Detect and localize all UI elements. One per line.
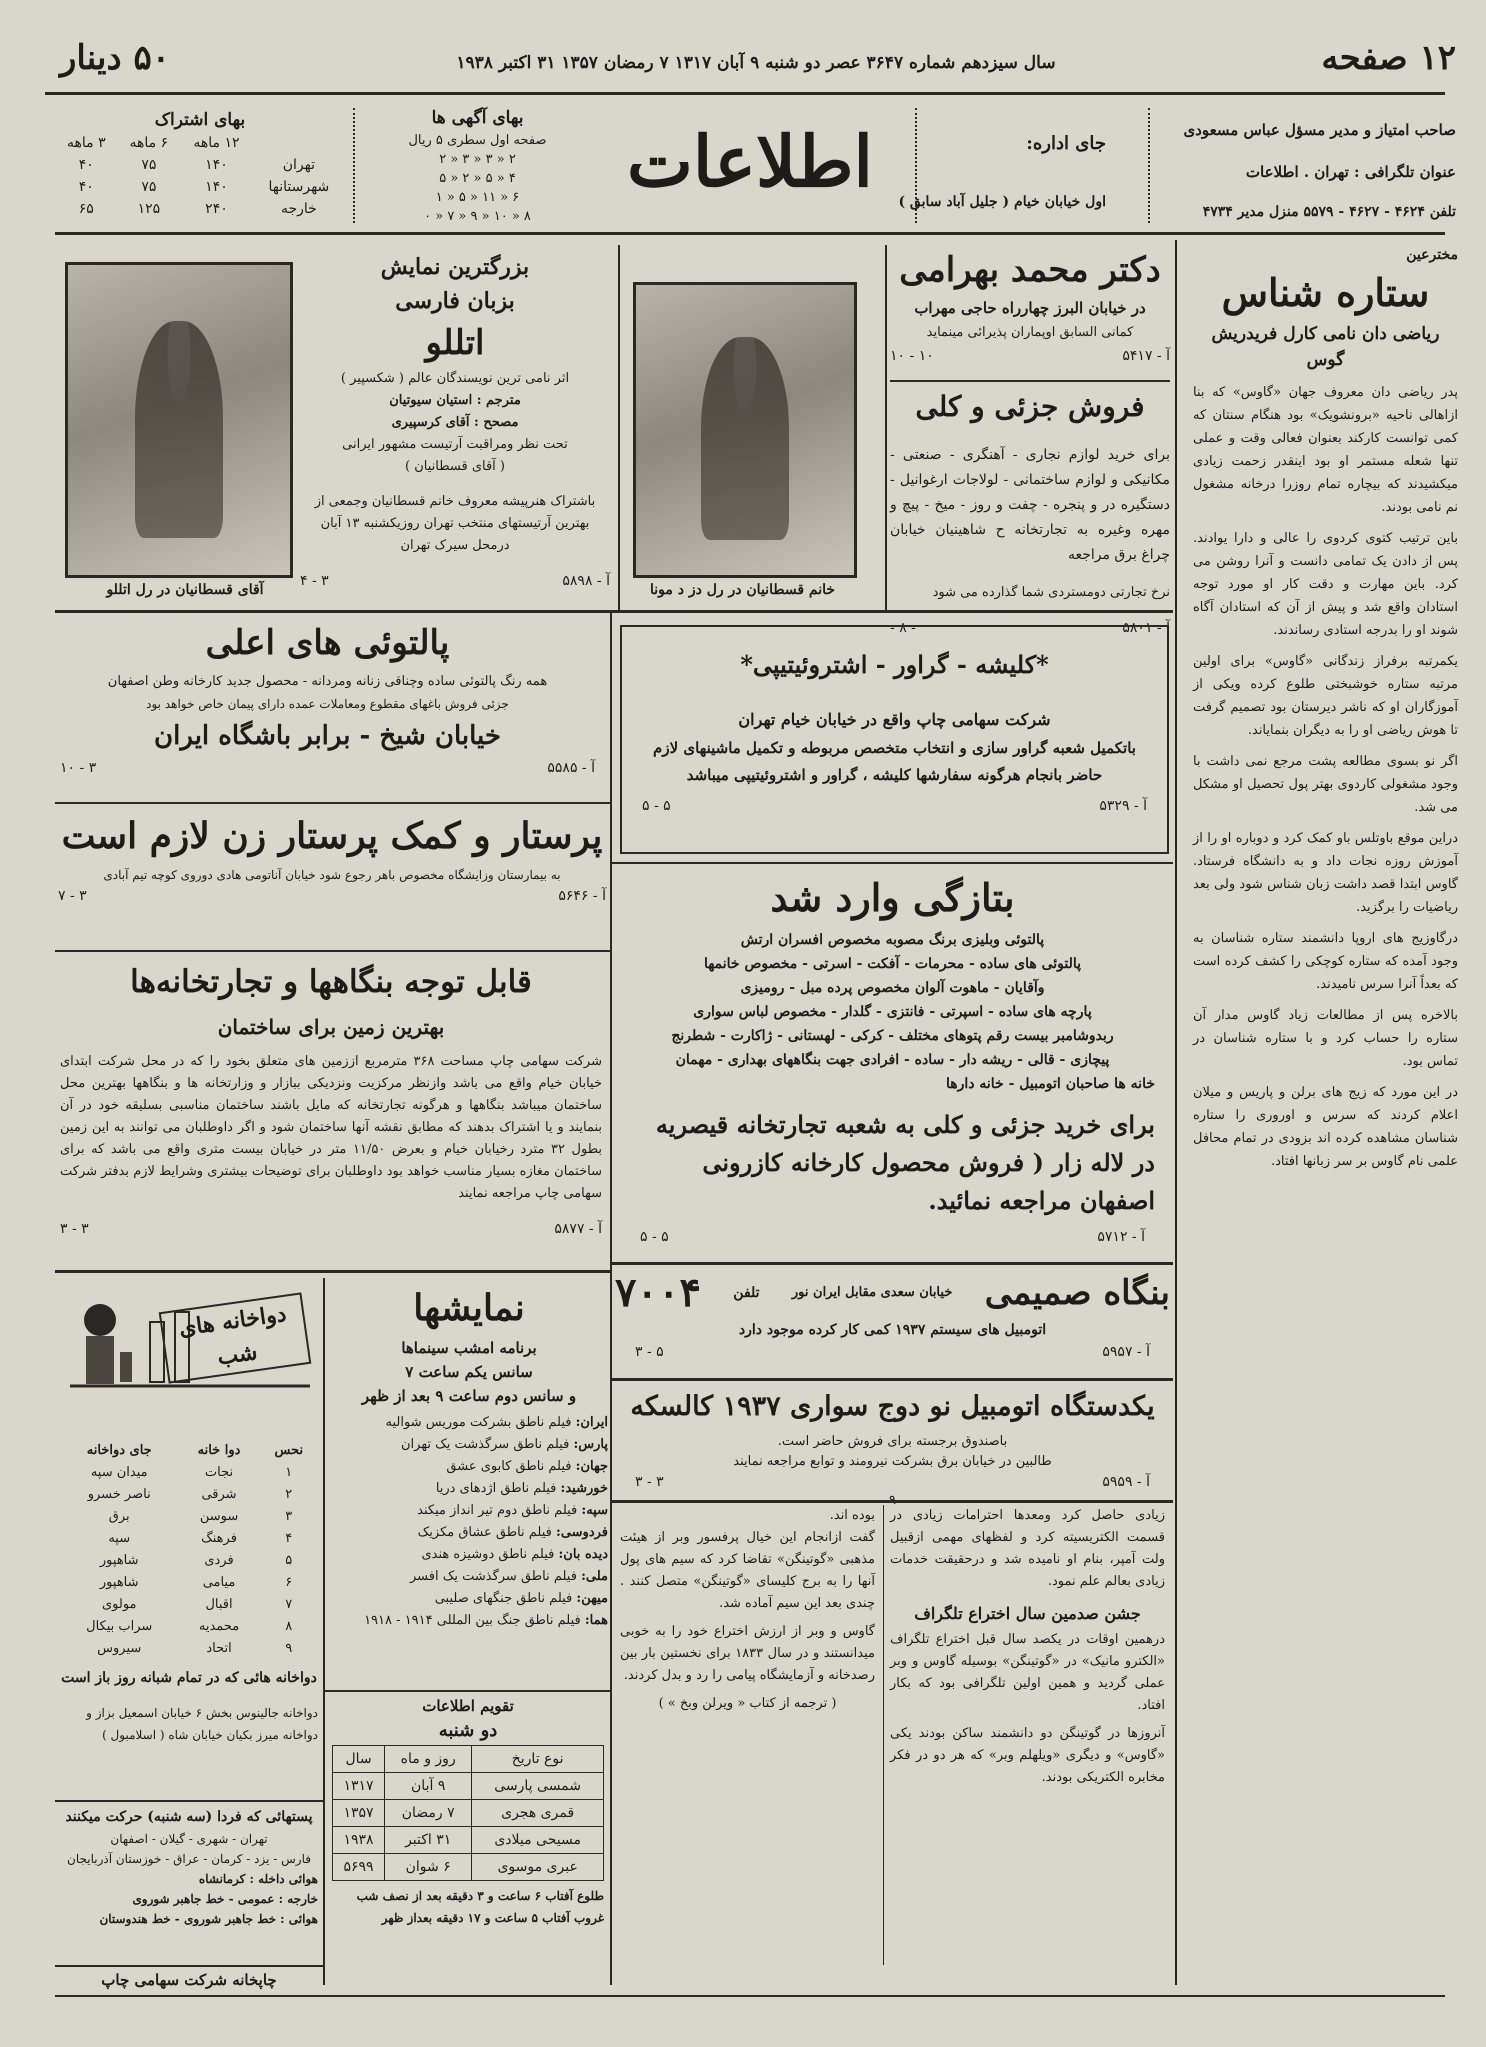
owner: صاحب امتیاز و مدیر مسؤل عباس مسعودی <box>1183 121 1456 139</box>
mail-schedule: پستهائی که فردا (سه شنبه) حرکت میکنند تهران - شهری - گیلان - اصفهان فارس - یزد - کرمان - عراق - خوزستان آذربایجان هوائی داخله : کرمانشاه خارجه : عمومی - خط جاهبر شوروی هوائی : خط جاهبر شوروی - خط هندوستان <box>65 1809 318 1926</box>
ad-samimi-agency: بنگاه صمیمی خیابان سعدی مقابل ایران نور تلفن ۷۰۰۴ اتومبیل های سیستم ۱۹۳۷ کمی کار کرده موجود دارد آ - ۵۹۵۷ ۵ - ۳ <box>615 1269 1170 1360</box>
telegraph-article: زیادی حاصل کرد ومعدها احترامات زیادی در قسمت الکتریسیته کرد و لفظهای مهمی ازقبیل ولت آمپر، بنام او نامیده شد و درحقیقت خدمات زیادی بعالم علم نمود. جشن صدمین سال اختراع تلگراف درهمین اوقات در یکصد سال قبل اختراع تلگراف «الکترو مانیک» در «گوتینگن» بوسیله گاوس و وبر عملی گردید و همین اولین تلگرافی بود که بکار افتاد. آنروزها در گوتینگن دو دانشمند ساکن بودند یکی «گاوس» و دیگری «ویلهلم وبر» که هر دو در فکر مخابره الکتریکی بودند. بوده اند. گفت ازانجام این خیال پرفسور وبر از هیئت مذهبی «گوتینگن» تقاضا کرد که سیم های پول آنها را به برج کلیسای «گوتینگن» متصل کنند . چندی بعد این سیم آماده شد. گاوس و وبر از ارزش اختراع خود را به خوبی میدانستند و در سال ۱۸۳۳ برای نخستین بار بین رصدخانه و آزمایشگاه پیامی را رد و بدل کردند. ( ترجمه از کتاب « ویرلن وبخ » ) <box>620 1505 1165 1975</box>
page-number: ۱۲ صفحه <box>1321 38 1456 78</box>
photo-actor-caption: آقای قسطانیان در رل اتللو <box>106 582 264 598</box>
subscription-rates: بهای اشتراک ۱۲ ماهه ۶ ماهه ۳ ماهه تهران ۱۴۰ ۷۵ ۴۰ شهرستانها ۱۴۰ ۷۵ ۴۰ خارجه ۲۴۰ ۱۲۵ ۶۵ <box>66 110 330 217</box>
ad-rates: بهای آگهی ها صفحه اول سطری ۵ ریال ۲ « ۳ « ۳ « ۲ ۴ « ۵ « ۲ « ۵ ۶ « ۱۱ « ۵ « ۱ ۸ « ۱۰ « ۹ « ۷ « ۰ <box>408 108 547 224</box>
pharmacist-logo: دواخانه های شب <box>60 1282 315 1417</box>
telegraph-address: عنوان تلگرافی : تهران . اطلاعات <box>1245 163 1456 181</box>
article-subtitle: ریاضی دان نامی کارل فریدریش گوس <box>1211 324 1440 370</box>
ad-coats: پالتوئی های اعلی همه رنگ پالتوئی ساده وچناقی زنانه ومردانه - محصول جدید کارخانه وطن اصفهان جزئی فروش باغهای مقطوع ومعاملات عمده دارای پیمان خاص خواهد بود خیابان شیخ - برابر باشگاه ایران آ - ۵۵۸۵ ۳ - ۱۰ <box>60 623 595 776</box>
photo-actress <box>633 282 857 578</box>
ad-retail: فروش جزئی و کلی برای خرید لوازم نجاری - آهنگری - صنعتی - مکانیکی و لوازم ساختمانی - لولاجات ارغوانیل - دستگیره در و پنجره - چفت و روز - میخ - پیچ و مهره وغیره به تجارتخانه ح شاهینیان خیابان چراغ برق مراجعه نرخ تجارتی دومستردی شما گذارده می شود آ - ۵۸۰۱ - ۸ - <box>890 390 1170 636</box>
pharmacies-table: نحس دوا خانه جای دواخانه ۱ نجات میدان سپه ۲ شرقی ناصر خسرو ۳ سوسن برق ۴ فرهنگ سپه ۵ فردی شاهپور ۶ میامی شاهپور ۷ اقبال مولوی ۸ محمدیه سراب بیکال ۹ اتحاد سیروس دواخانه هائی که در تمام شبانه روز باز است دواخانه جالینوس بخش ۶ خیابان اسمعیل بزاز و دواخانه میرز بکیان خیابان شاه ( اسلامبول ) <box>61 1443 318 1742</box>
ad-doctor-bahrami: دکتر محمد بهرامی در خیابان البرز چهارراه حاجی مهراب کمانی السابق اوپماران پذیرائی مینماید آ - ۵۴۱۷ ۱۰ - ۱۰ <box>890 250 1170 364</box>
article-title: ستاره شناس <box>1221 270 1430 315</box>
newspaper-logo: اطلاعات <box>627 120 873 203</box>
printer-credit: چاپخانه شرکت سهامی چاپ <box>101 1971 277 1989</box>
photo-actress-caption: خانم قسطانیان در رل دز د مونا <box>649 582 836 598</box>
price: ۵۰ دینار <box>60 38 171 78</box>
calendar: تقویم اطلاعات دو شنبه نوع تاریخ روز و ماه سال شمسی پارسی ۹ آبان ۱۳۱۷ قمری هجری ۷ رمضان ۱۳۵۷ مسیحی میلادی ۳۱ اکتبر ۱۹۳۸ عبری موسوی ۶ شوان ۵۶۹۹ طلوع آفتاب ۶ ساعت و ۳ دقیقه بعد از نصف شب غروب آفتاب ۵ ساعت و ۱۷ دقیقه بعداز ظهر <box>332 1695 604 1929</box>
ad-cliche: *کلیشه - گراور - اشتروئیتیپی* شرکت سهامی چاپ واقع در خیابان خیام تهران باتکمیل شعبه گراور سازی و انتخاب متخصص مربوطه و تکمیل ماشینهای لازم حاضر بانجام هرگونه سفارشها کلیشه ، گراور و اشتروئیتیپی میباشد آ - ۵۳۲۹ ۵ - ۵ <box>620 625 1169 854</box>
office-address: اول خیابان خیام ( جلیل آباد سابق ) <box>898 194 1106 210</box>
issue-line: سال سیزدهم شماره ۳۶۴۷ عصر دو شنبه ۹ آبان ۱۳۱۷ ۷ رمضان ۱۳۵۷ ۳۱ اکتبر ۱۹۳۸ <box>456 53 1056 73</box>
ad-new-arrivals: بتازگی وارد شد پالتوئی وبلیزی برنگ مصوبه مخصوص افسران ارتش پالتوئی های ساده - محرمات - آفکت - اسرتی - مخصوص خانمها وآقایان - ماهوت آلوان مخصوص پرده مبل - رومیزی پارچه های ساده - اسپرتی - فانتزی - گلدار - مخصوص لباس سواری ربدوشامبر بیست رقم پتوهای مختلف - کرکی - لهستانی - ژاکارت - شطرنج پیچازی - قالی - ریشه دار - ساده - افرادی جهت بنگاههای بهداری - مهمان خانه ها صاحبان اتومبیل - خانه دارها برای خرید جزئی و کلی به شعبه تجارتخانه قیصریه در لاله زار ( فروش محصول کارخانه کازرونی اصفهان مراجعه نمائید. آ - ۵۷۱۲ ۵ - ۵ <box>640 875 1155 1245</box>
ad-nurse: پرستار و کمک پرستار زن لازم است به بیمارستان وزایشگاه مخصوص باهر رجوع شود خیابان آناتومی هادی دوروی کوچه تیم آبادی آ - ۵۶۴۶ ۳ - ۷ <box>58 815 606 904</box>
ad-car-sale: یکدستگاه اتومبیل نو دوج سواری ۱۹۳۷ کالسکه باصندوق برجسته برای فروش حاضر است. طالبین در خیابان برق بشرکت نیرومند و توابع مراجعه نمایند آ - ۵۹۵۹ ۳ - ۳ <box>630 1391 1155 1490</box>
kicker: مخترعین <box>1406 247 1458 263</box>
gauss-article: مخترعین ستاره شناس ریاضی دان نامی کارل فریدریش گوس پدر ریاضی دان معروف جهان «گاوس» که بنا ازاهالی ناحیه «برونشویک» بود هنگام سنتان که کمی توانست کارکند بعنوان فعالی وقت و عملی تنها شعله مستمر او بود اینقدر زحمت زیادی میکشیدند که بیچاره تمام روزرا درخانه مشغول نم نامی بودند. باین ترتیب کتوی کردوی را عالی و دارا یوادند. پس از دادن یک تمامی دانست و آنرا روشن می کرد. باین مهارت و دقت کار او مورد توجه استادان واقع شد و پیش از آن که استادان آگاه شوند او را بدرجه استادی رساندند. یکمرتبه برفراز زندگانی «گاوس» برای اولین مرتبه ستاره خوشبختی طلوع کرده ویکی از آموزگاران او که ناشر دیرستان بود تصمیم گرفت تا هوش ریاضی او را به دیگران بنمایاند. اگر نو بسوی مطالعه پشت مرجع نمی داشت با وجود مشغولی کاردوی بهتر پول تحصیل او مشکل می شد. دراین موقع باوتلس باو کمک کرد و دوباره او را از آموزش روزه نجات داد و به دانشگاه فرستاد. گاوس ابتدا قصد داشت زبان شناس شود ولی بعد ریاضیات را برگزید. درگاوزیج های اروپا دانشمند ستاره شناسان به وجود آمده که ستاره کوچکی را کشف کرده است که بعداً آنرا سرس نامیدند. بالاخره پس از مطالعات زیاد گاوس مدار آن ستاره را حساب کرد و با ستاره شناسان در تماس بود. در این مورد که زیج های برلن و پاریس و میلان اعلام کردند که سرس و اوروری را ستاره شناسان مشاهده کرده اند بزودی در تمام محافل علمی نام گاوس بر سر زبانها افتاد. <box>1193 247 1458 1169</box>
ad-othello: بزرگترین نمایش بزبان فارسی اتللو اثر نامی ترین نویسندگان عالم ( شکسپیر ) مترجم : استیان سیوتیان مصحح : آقای کرسپیری تحت نظر ومراقبت آرتیست مشهور ایرانی ( آقای قسطانیان ) باشتراک هنرپیشه معروف خانم قسطانیان وجمعی از بهترین آرتیستهای منتخب تهران روزیکشنبه ۱۳ آبان درمحل سیرک تهران آ - ۵۸۹۸ ۳ - ۴ <box>300 254 610 589</box>
office-label: جای اداره: <box>1026 133 1106 154</box>
theatres-listing: نمایشها برنامه امشب سینماها سانس یکم ساعت ۷ و سانس دوم ساعت ۹ بعد از ظهر ایران: فیلم ناطق بشرکت موریس شوالیه پارس: فیلم ناطق سرگذشت یک تهران جهان: فیلم ناطق کابوی عشق خورشید: فیلم ناطق اژدهای دریا سپه: فیلم ناطق دوم تیر انداز میکند فردوسی: فیلم ناطق عشاق مکزیک دیده بان: فیلم ناطق دوشیزه هندی ملی: فیلم ناطق سرگذشت یک افسر میهن: فیلم ناطق جنگهای صلیبی هما: فیلم ناطق جنگ بین المللی ۱۹۱۴ - ۱۹۱۸ <box>361 1287 608 1628</box>
phones: تلفن ۴۶۲۴ - ۴۶۲۷ - ۵۵۷۹ منزل مدیر ۴۷۳۴ <box>1202 204 1456 220</box>
ad-land: قابل توجه بنگاهها و تجارتخانه‌ها بهترین زمین برای ساختمان شرکت سهامی چاپ مساحت ۳۶۸ مترمربع اززمین های متعلق بخود را که در محل شرکت ابتدای خیابان خیام واقع می باشد وازنظر مرکزیت ونزدیکی ببازار و وزارتخانه ها و بنگاهها بهترین محل ساختمان میباشد بنگاهها و هرگونه تجارتخانه که مایل باشند ساختمان مناسبی بسلیقه خود در آن بنمایند و یا اشتراک بدهند که مطابق نقشه آنها ساختمان شود و اگر داوطلبان می توانند به این زمین بطول ۳۲ مترد رخیابان خیام و بعرض ۱۱/۵۰ متر در خیابان بیست متری واقع می باشد که برای ساختمان مغازه بسیار مناسب خواهد بود داوطلبان برای توضیحات بیشتری وشرایط لازم بدفتر شرکت سهامی چاپ مراجعه نمایند آ - ۵۸۷۷ ۳ - ۳ <box>60 964 603 1237</box>
photo-actor <box>65 262 293 578</box>
